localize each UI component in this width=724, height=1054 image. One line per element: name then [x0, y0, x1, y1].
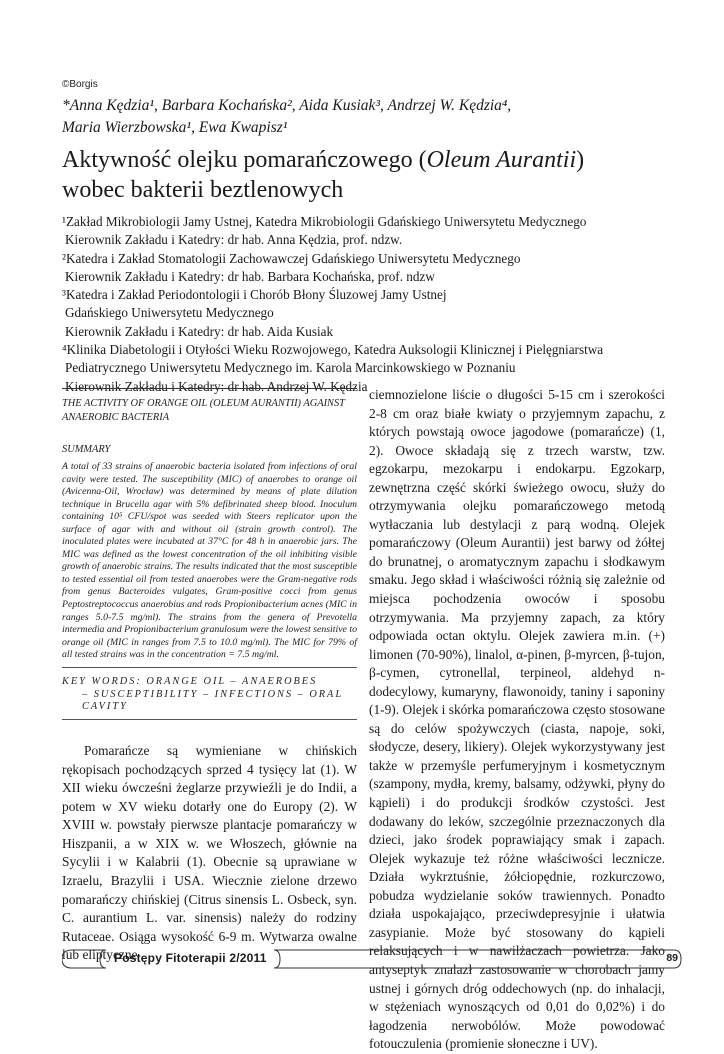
publisher-label: ©Borgis — [62, 79, 98, 90]
keywords-line: KEY WORDS: ORANGE OIL – ANAEROBES — [62, 675, 318, 687]
article-title — [62, 145, 682, 205]
affiliation-line: Gdańskiego Uniwersytetu Medycznego — [65, 305, 274, 321]
journal-name: Postępy Fitoterapii 2/2011 — [114, 951, 267, 965]
author-line: *Anna Kędzia¹, Barbara Kochańska², Aida Kusiak³, Andrzej W. Kędzia⁴, — [62, 97, 512, 114]
title-text: ) — [576, 147, 585, 173]
affiliation-line: ²Katedra i Zakład Stomatologii Zachowawczej Gdańskiego Uniwersytetu Medycznego — [62, 250, 521, 266]
title-latin-name: Oleum Aurantii — [426, 147, 577, 173]
affiliation-line: Pediatrycznego Uniwersytetu Medycznego im. Karola Marcinkowskiego w Poznaniu — [65, 360, 516, 376]
summary-heading: SUMMARY — [62, 444, 111, 455]
author-line: Maria Wierzbowska¹, Ewa Kwapisz¹ — [62, 119, 288, 136]
affiliation-line: ¹Zakład Mikrobiologii Jamy Ustnej, Katedra Mikrobiologii Gdańskiego Uniwersytetu Medycznego — [62, 214, 587, 229]
summary-text: A total of 33 strains of anaerobic bacteria isolated from infections of oral cavity were tested. The susceptibility (MIC) of anaerobes to orange oil (Avicenna-Oil, Wrocław) was determined by means of plate dilution technique in Brucella agar with 5% defibrinated sheep blood. Inoculum containing 10⁵ CFU/spot was seeded with Steers replicator upon the surface of agar with and without oil (strain growth control). The inoculated plates were incubated at 37°C for 48 h in anaerobic jars. The MIC was defined as the lowest concentration of the oil inhibiting visible growth of anaerobic strains. The results indicated that the most susceptible to tested essential oil from tested anaerobes were the Gram-negative rods from genus Bacteroides vulgates, Gram-positive cocci from genus Peptostreptococcus anaerobius and rods Propionibacterium acnes (MIC in ranges 5.0-7.5 mg/ml). The strains from the genera of Prevotella intermedia and Propionibacterium granulosum were the lowest sensitive to orange oil (MIC in ranges from 7.5 to 10.0 mg/ml). The MIC for 79% of all tested strains was in the concentration = 7.5 mg/ml. — [62, 461, 357, 661]
title-text: Aktywność olejku pomarańczowego ( — [62, 147, 427, 173]
keywords — [62, 674, 357, 719]
affiliation-line: Kierownik Zakładu i Katedry: dr hab. Andrzej W. Kędzia — [65, 378, 368, 394]
page-footer — [62, 948, 682, 970]
affiliation-line: ³Katedra i Zakład Periodontologii i Chorób Błony Śluzowej Jamy Ustnej — [62, 287, 447, 303]
english-title: THE ACTIVITY OF ORANGE OIL (OLEUM AURANTII) AGAINST ANAEROBIC BACTERIA — [62, 398, 345, 423]
author-list — [62, 95, 662, 139]
divider — [62, 667, 357, 668]
title-text: wobec bakterii beztlenowych — [62, 177, 344, 203]
body-paragraph: Pomarańcze są wymieniane w chińskich rękopisach pochodzących sprzed 4 tysięcy lat (1). W XII wieku ówcześni żeglarze przywieźli je do Indii, a potem w XV wieku dotarły one do Europy (2). W XVIII w. powstały pierwsze plantacje pomarańczy w Hiszpanii, a w XIX w. we Włoszech, głównie na Sycylii i w Kalabrii (1). Obecnie są uprawiane w Izraelu, Brazylii i USA. Wiecznie zielone drzewo pomarańczy chińskiej (Citrus sinensis L. Osbeck, syn. C. aurantium L. var. sinensis) należy do rodziny Rutaceae. Osiąga wysokość 6-9 m. Wytwarza owalne lub eliptyczne — [62, 743, 357, 963]
affiliation-line: Kierownik Zakładu i Katedry: dr hab. Barbara Kochańska, prof. ndzw — [65, 268, 435, 284]
affiliation-line: Kierownik Zakładu i Katedry: dr hab. Anna Kędzia, prof. ndzw. — [65, 232, 403, 248]
divider — [62, 388, 357, 389]
page-number: 89 — [666, 952, 678, 964]
affiliation-line: ⁴Klinika Diabetologii i Otyłości Wieku Rozwojowego, Katedra Auksologii Klinicznej i Pielęgniarstwa — [62, 342, 604, 358]
left-column — [62, 388, 357, 965]
affiliation-line: Kierownik Zakładu i Katedry: dr hab. Aida Kusiak — [65, 323, 334, 339]
affiliations — [62, 213, 682, 396]
body-paragraph: ciemnozielone liście o długości 5-15 cm i szerokości 2-8 cm oraz białe kwiaty o przyjemnym zapachu, z których powstają owoce jagodowe (pomarańcze) (1, 2). Owoce składają się z trzech warstw, tzw. egzokarpu, mezokarpu i endokarpu. Egzokarp, zewnętrzna część skórki świeżego owocu, służy do otrzymywania olejku pomarańczowego metodą wytłaczania lub destylacji z parą wodną. Olejek pomarańczowy (Oleum Aurantii) jest barwy od żółtej do brunatnej, o aromatycznym zapachu i słodkawym smaku. Jego skład i właściwości różnią się zależnie od miejsca pochodzenia owoców i sposobu otrzymywania. Ma przyjemny zapach, za który odpowiada octan oktylu. Olejek zawiera m.in. (+) limonen (70-90%), linalol, α-pinen, β-myrcen, β-tujon, β-cymen, cytronellal, terpineol, aldehyd n-dodecylowy, kumaryny, flawonoidy, taniny i saponiny (1-9). Olejek i skórka pomarańczowa często stosowane są do celów spożywczych (ciasta, napoje, soki, słodycze, desery, likiery). Olejek wykorzystywany jest także w przemyśle perfumeryjnym i kosmetycznym (szampony, mydła, kremy, balsamy, odżywki, płyny do kąpieli) i do produkcji środków czystości. Jest dodawany do leków, szczególnie przeznaczonych dla dzieci, jako środek poprawiający smak i zapach. Olejek wykazuje też różne właściwości lecznicze. Działa wykrztuśnie, żółciopędnie, rozkurczowo, pobudza wydzielanie soków trawiennych. Ponadto działa uspokajająco, przeciwdepresyjnie i ułatwia zasypianie. Może być stosowany do kąpieli relaksujących i w nawilżaczach powietrza. Jako antyseptyk znalazł zastosowanie w chorobach jamy ustnej i górnych dróg oddechowych (np. do inhalacji, w stężeniach wynoszących od 0,01 do 0,02%) i do łagodzenia nerwobólów. Może powodować fotouczulenia (promienie słoneczne i UV). — [369, 387, 665, 1052]
keywords-line: – SUSCEPTIBILITY – INFECTIONS – ORAL CAVITY — [82, 688, 343, 713]
divider — [62, 719, 357, 720]
